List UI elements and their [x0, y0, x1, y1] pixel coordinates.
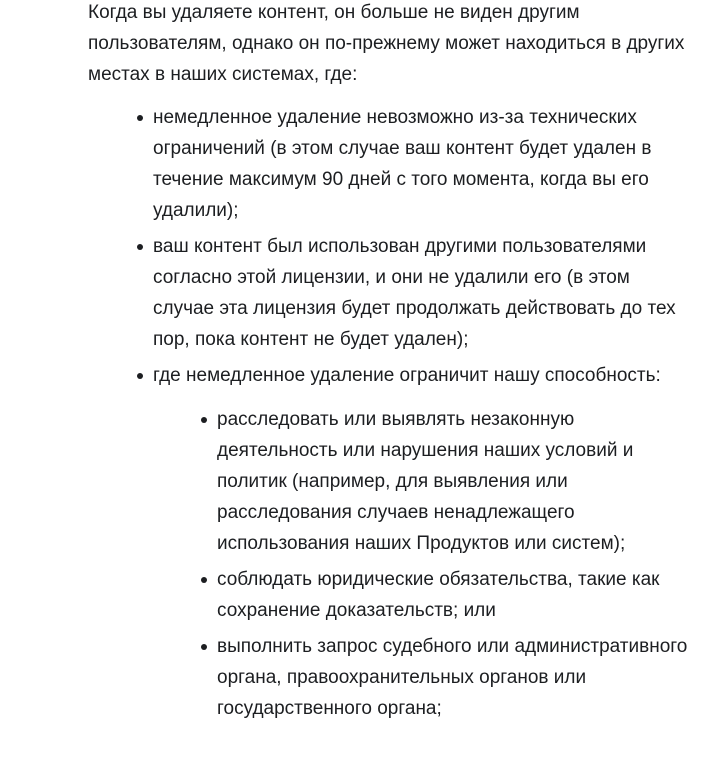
bullet-icon — [201, 577, 207, 583]
list-item — [153, 360, 692, 724]
nested-list-item — [217, 564, 692, 626]
content-section — [88, 0, 692, 729]
bullet-icon — [137, 115, 143, 121]
intro-paragraph: Когда вы удаляете контент, он больше не виден другим пользователям, однако он по-прежнему может находиться в других местах в наших системах, где: — [88, 2, 685, 85]
bullet-icon — [201, 644, 207, 650]
list-item-text: немедленное удаление невозможно из-за технических ограничений (в этом случае ваш контент будет удален в течение максимум 90 дней с того момента, когда вы его удалили); — [153, 107, 652, 221]
bullet-list — [88, 102, 692, 724]
nested-bullet-list — [153, 404, 692, 724]
bullet-icon — [137, 244, 143, 250]
list-item — [153, 231, 692, 355]
bullet-icon — [201, 417, 207, 423]
list-item — [153, 102, 692, 226]
nested-list-item — [217, 404, 692, 559]
list-item-text: где немедленное удаление ограничит нашу способность: — [153, 365, 661, 386]
list-item-text: ваш контент был использован другими пользователями согласно этой лицензии, и они не удалили его (в этом случае эта лицензия будет продолжать действовать до тех пор, пока контент не будет удален); — [153, 236, 676, 350]
nested-list-item — [217, 631, 692, 724]
nested-list-item-text: расследовать или выявлять незаконную деятельность или нарушения наших условий и политик (например, для выявления или расследования случаев ненадлежащего использования наших Продуктов или систем); — [217, 409, 634, 554]
nested-list-item-text: соблюдать юридические обязательства, такие как сохранение доказательств; или — [217, 569, 660, 621]
bullet-icon — [137, 373, 143, 379]
nested-list-item-text: выполнить запрос судебного или административного органа, правоохранительных органов или государственного органа; — [217, 636, 688, 719]
